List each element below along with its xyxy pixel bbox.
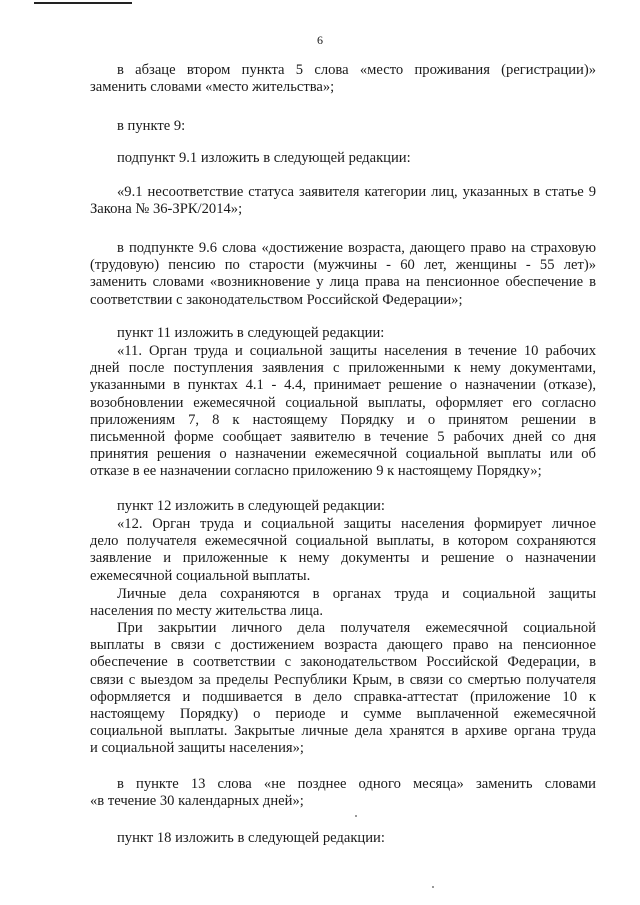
- text-line: населения по месту жительства лица.: [90, 603, 323, 620]
- scan-speck: [432, 886, 434, 888]
- text-line: настоящему Порядку) о периоде и сумме выплаченной ежемесячной: [90, 706, 596, 723]
- text-line: «12. Орган труда и социальной защиты населения формирует личное: [117, 516, 596, 532]
- text-line: и социальной защиты населения»;: [90, 740, 304, 757]
- paragraph-b13: [90, 830, 596, 847]
- text-line: дней после поступления заявления с приложенными к нему документами,: [90, 360, 596, 377]
- paragraph-b4: [90, 184, 596, 218]
- text-line: «11. Орган труда и социальной защиты населения в течение 10 рабочих: [117, 343, 596, 359]
- text-line: в абзаце втором пункта 5 слова «место проживания (регистрации)»: [117, 62, 596, 78]
- paragraph-b3: [90, 150, 596, 167]
- text-line: ежемесячной социальной выплаты.: [90, 567, 311, 584]
- text-line: При закрытии личного дела получателя ежемесячной социальной: [117, 620, 596, 636]
- text-line: пункт 18 изложить в следующей редакции:: [117, 830, 385, 846]
- text-line: указанными в пунктах 4.1 - 4.4, принимает решение о назначении (отказе),: [90, 377, 596, 394]
- text-line: «в течение 30 календарных дней»;: [90, 793, 304, 810]
- text-line: обеспечение в соответствии с законодательством Российской Федерации, в: [90, 654, 596, 671]
- paragraph-b6: [90, 325, 596, 342]
- text-line: в пункте 9:: [117, 118, 186, 134]
- top-left-edge-mark: [34, 2, 132, 4]
- text-line: (трудовую) пенсию по старости (мужчины - 60 лет, женщины - 55 лет)»: [90, 257, 596, 274]
- text-line: Закона № 36-ЗРК/2014»;: [90, 201, 243, 218]
- paragraph-b11: [90, 620, 596, 758]
- text-line: письменной форме сообщает заявителю в течение 5 рабочих дней со дня: [90, 429, 596, 446]
- text-line: оформляется и подшивается в дело справка-аттестат (приложение 10 к: [90, 688, 596, 705]
- paragraph-b7: [90, 343, 596, 481]
- text-line: заменить словами «возникновение у лица права на пенсионное обеспечение в: [90, 274, 596, 291]
- scan-speck: [355, 815, 357, 817]
- paragraph-b8: [90, 498, 596, 515]
- text-line: отказе в ее назначении согласно приложению 9 к настоящему Порядку»;: [90, 463, 542, 480]
- text-line: дело получателя ежемесячной социальной выплаты, в котором сохраняются: [90, 533, 596, 550]
- paragraph-b1: [90, 62, 596, 96]
- text-line: подпункт 9.1 изложить в следующей редакции:: [117, 150, 411, 166]
- text-line: возобновлении ежемесячной социальной выплаты, оформляет его согласно: [90, 394, 596, 411]
- page-number: 6: [317, 33, 323, 47]
- text-line: принятия решения о назначении ежемесячной социальной выплаты или об: [90, 446, 596, 463]
- paragraph-b5: [90, 240, 596, 309]
- text-line: в пункте 13 слова «не позднее одного месяца» заменить словами: [117, 776, 596, 792]
- paragraph-b12: [90, 776, 596, 810]
- paragraph-b9: [90, 516, 596, 585]
- text-line: пункт 12 изложить в следующей редакции:: [117, 498, 385, 514]
- text-line: пункт 11 изложить в следующей редакции:: [117, 325, 385, 341]
- text-line: приложениям 7, 8 к настоящему Порядку и о принятом решении в: [90, 411, 596, 428]
- text-line: заявление и приложенные к нему документы и решение о назначении: [90, 550, 596, 567]
- text-line: выплаты в связи с достижением возраста дающего право на пенсионное: [90, 637, 596, 654]
- text-line: связи с выездом за пределы Республики Крым, в связи со смертью получателя: [90, 671, 596, 688]
- text-line: социальной выплаты. Закрытые личные дела хранятся в архиве органа труда: [90, 723, 596, 740]
- text-line: соответствии с законодательством Российской Федерации»;: [90, 291, 463, 308]
- text-line: Личные дела сохраняются в органах труда и социальной защиты: [117, 586, 596, 602]
- paragraph-b2: [90, 118, 596, 135]
- paragraph-b10: [90, 586, 596, 620]
- text-line: в подпункте 9.6 слова «достижение возраста, дающего право на страховую: [117, 240, 596, 256]
- text-line: заменить словами «место жительства»;: [90, 79, 335, 96]
- text-line: «9.1 несоответствие статуса заявителя категории лиц, указанных в статье 9: [117, 184, 596, 200]
